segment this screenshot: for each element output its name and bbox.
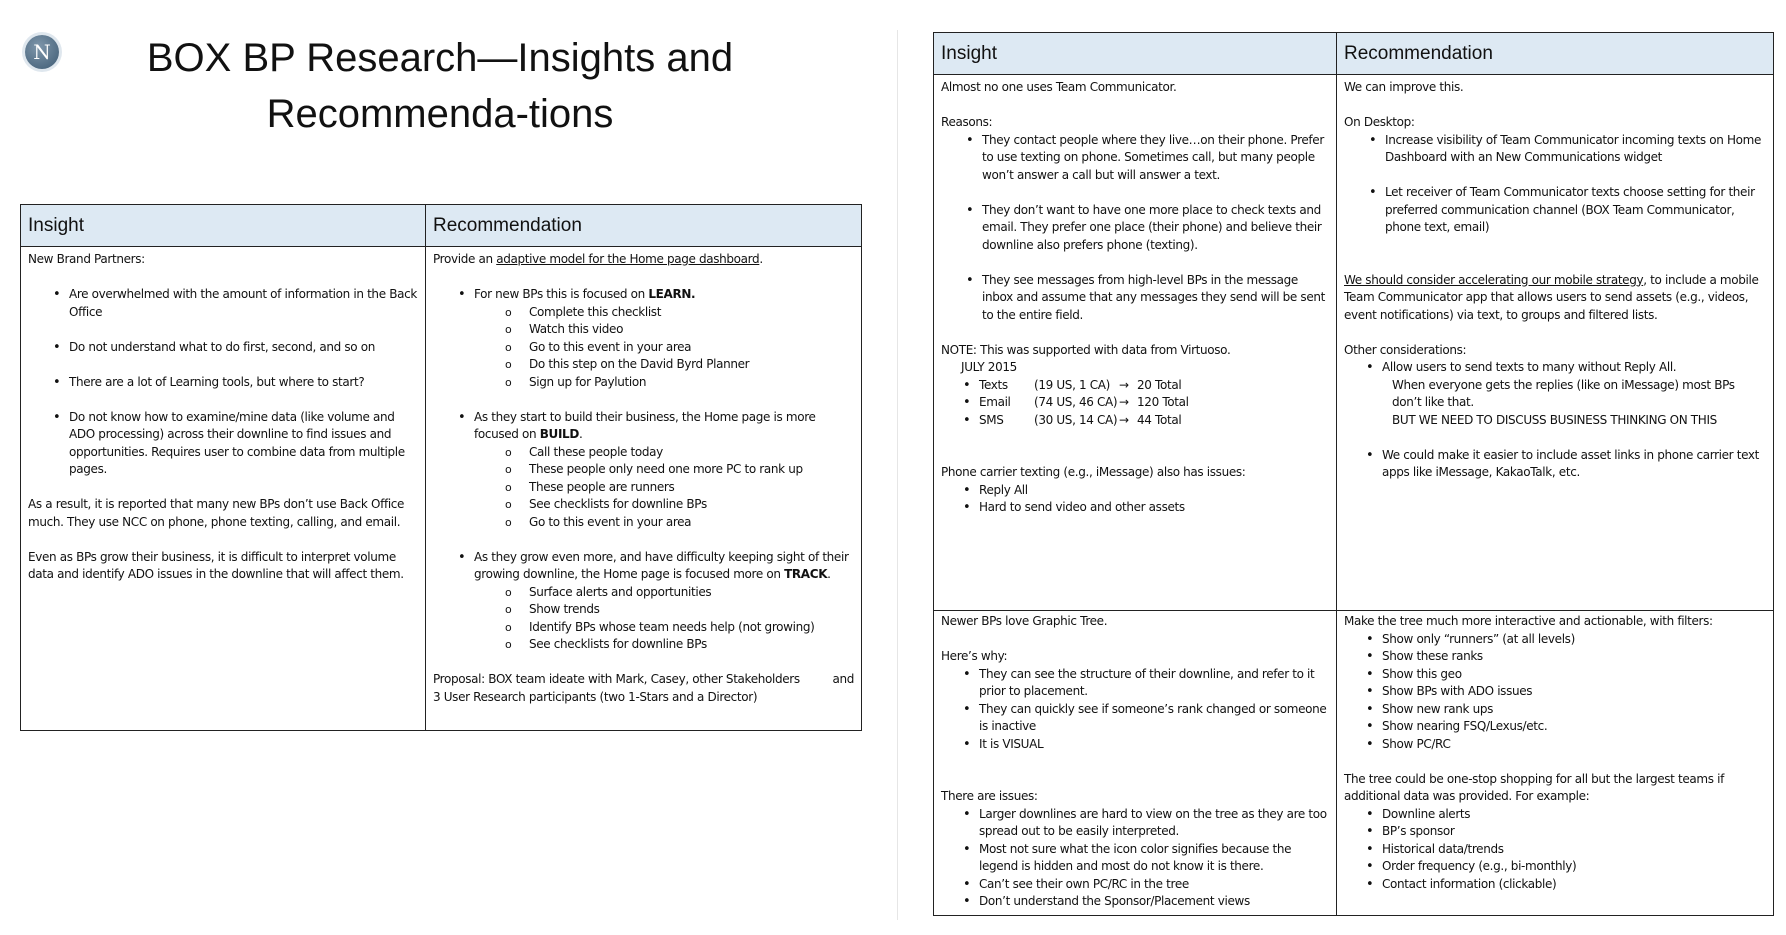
sub-list-item: o Watch this video	[505, 322, 624, 336]
list-item: • Larger downlines are hard to view on the tree as they are too spread out to be easily interpreted.	[963, 806, 1327, 838]
sub-list-item: o See checklists for downline BPs	[505, 637, 707, 651]
recommendation-intro: Provide an adaptive model for the Home page dashboard.	[433, 252, 763, 266]
sub-list-item: o See checklists for downline BPs	[505, 497, 707, 511]
insight-paragraph: As a result, it is reported that many new BPs don’t use Back Office much. They use NCC on phone, phone texting, calling, and email.	[28, 497, 405, 529]
desktop-label: On Desktop:	[1344, 115, 1415, 129]
list-item: • BP’s sponsor	[1366, 824, 1455, 839]
insight-cell	[21, 247, 426, 731]
header-insight: Insight	[934, 33, 1337, 75]
list-item: • Downline alerts	[1366, 806, 1471, 822]
recommendation-cell	[1337, 611, 1774, 916]
sub-list-item: o These people are runners	[505, 479, 675, 494]
list-item: • Reply All	[963, 482, 1028, 498]
list-item: • There are a lot of Learning tools, but where to start?	[53, 374, 365, 390]
list-item: • Do not understand what to do first, second, and so on	[53, 339, 375, 355]
list-item: • It is VISUAL	[963, 736, 1044, 752]
why-label: Here’s why:	[941, 649, 1008, 663]
proposal-line: Proposal: BOX team ideate with Mark, Casey, other Stakeholders and	[433, 672, 854, 686]
recommendation-intro: We can improve this.	[1344, 80, 1464, 94]
list-item: • Historical data/trends	[1366, 841, 1504, 857]
sub-list-item: o Show trends	[505, 602, 600, 616]
list-item: • They see messages from high-level BPs in the message inbox and assume that any messages they send will be sent to the entire field.	[966, 272, 1325, 322]
note: NOTE: This was supported with data from Virtuoso.	[941, 342, 1231, 357]
page-divider	[897, 30, 898, 920]
list-item: • Can’t see their own PC/RC in the tree	[963, 876, 1189, 892]
logo-letter: N	[33, 40, 51, 64]
list-item: • Let receiver of Team Communicator texts choose setting for their preferred communication channel (BOX Team Communicator, phone text, email)	[1369, 185, 1755, 234]
sub-list-item: o Go to this event in your area	[505, 514, 692, 529]
list-item: • Are overwhelmed with the amount of information in the Back Office	[53, 287, 417, 319]
insight-table-right	[933, 32, 1774, 916]
recommendation-intro: Make the tree much more interactive and actionable, with filters:	[1344, 614, 1713, 628]
recommendation-cell	[426, 247, 862, 731]
sub-list-item: o Do this step on the David Byrd Planner	[505, 357, 750, 371]
list-item: • Show this geo	[1366, 666, 1462, 682]
insight-paragraph: Even as BPs grow their business, it is difficult to interpret volume data and identify ADO issues in the downline that will affect them.	[28, 549, 404, 581]
insight-cell	[934, 611, 1337, 916]
list-item: • As they start to build their business, the Home page is more focused on BUILD.	[458, 409, 816, 441]
sub-list-item: o Sign up for Paylution	[505, 374, 647, 389]
list-item: • Show only “runners” (at all levels)	[1366, 631, 1575, 647]
carrier-label: Phone carrier texting (e.g., iMessage) also has issues:	[941, 465, 1246, 479]
insight-cell	[934, 75, 1337, 611]
list-item: • Show nearing FSQ/Lexus/etc.	[1366, 719, 1548, 734]
list-item: • Contact information (clickable)	[1366, 876, 1557, 892]
onestop-paragraph: The tree could be one-stop shopping for all but the largest teams if additional data was provided. For example:	[1344, 771, 1724, 803]
page-title: BOX BP Research—Insights and Recommenda-tions	[146, 36, 734, 136]
list-item: • Do not know how to examine/mine data (like volume and ADO processing) across their downline to find issues and opportunities. Requires user to combine data from multiple pages.	[53, 409, 405, 476]
header-recommendation: Recommendation	[1337, 33, 1774, 75]
other-label: Other considerations:	[1344, 342, 1467, 357]
stat-row: • SMS (30 US, 14 CA) → 44 Total	[963, 412, 1182, 428]
insight-intro: Almost no one uses Team Communicator.	[941, 80, 1177, 94]
note-period: JULY 2015	[961, 360, 1017, 374]
sub-list-item: o These people only need one more PC to rank up	[505, 462, 803, 476]
adaptive-model-link[interactable]: adaptive model for the Home page dashboard	[496, 252, 760, 266]
list-item: • Most not sure what the icon color signifies because the legend is hidden and most do not know it is there.	[963, 841, 1292, 873]
list-item: • Don’t understand the Sponsor/Placement views	[963, 894, 1250, 909]
sub-list-item: o Call these people today	[505, 444, 663, 459]
stat-row: • Email (74 US, 46 CA) → 120 Total	[963, 395, 1189, 410]
mobile-strategy-paragraph: We should consider accelerating our mobile strategy, to include a mobile Team Communicator app that allows users to send assets (e.g., videos, event notifications) via text, to groups and filtered lists.	[1344, 272, 1759, 322]
list-item: • Order frequency (e.g., bi-monthly)	[1366, 859, 1577, 874]
proposal-line: 3 User Research participants (two 1-Stars and a Director)	[433, 689, 758, 704]
list-item: • Show these ranks	[1366, 649, 1483, 664]
sub-list-item: o Identify BPs whose team needs help (not growing)	[505, 619, 815, 634]
mobile-strategy-link[interactable]: We should consider accelerating our mobile strategy	[1344, 272, 1644, 287]
insight-intro: New Brand Partners:	[28, 252, 145, 266]
list-item: • They can quickly see if someone’s rank changed or someone is inactive	[963, 701, 1327, 733]
list-item: • We could make it easier to include asset links in phone carrier text apps like iMessage, KakaoTalk, etc.	[1366, 447, 1760, 479]
list-item: • Allow users to send texts to many without Reply All. When everyone gets the replies (like on iMessage) most BPs don’t like that. BUT WE NEED TO DISCUSS BUSINESS THINKING ON THIS	[1366, 360, 1735, 427]
list-item: • They don’t want to have one more place to check texts and email. They prefer one place (their phone) and believe their downline also prefers phone (texting).	[966, 202, 1322, 252]
list-item: • Show new rank ups	[1366, 701, 1493, 717]
sub-list-item: o Go to this event in your area	[505, 339, 692, 354]
list-item: • Show PC/RC	[1366, 736, 1451, 752]
list-item: • They can see the structure of their downline, and refer to it prior to placement.	[963, 666, 1315, 698]
stat-row: • Texts (19 US, 1 CA) → 20 Total	[963, 377, 1182, 393]
sub-list-item: o Surface alerts and opportunities	[505, 584, 712, 599]
reasons-label: Reasons:	[941, 115, 993, 129]
list-item: • Increase visibility of Team Communicator incoming texts on Home Dashboard with an New Communications widget	[1369, 132, 1762, 164]
list-item: • As they grow even more, and have difficulty keeping sight of their growing downline, the Home page is focused more on TRACK.	[458, 549, 849, 581]
issues-label: There are issues:	[941, 789, 1038, 803]
list-item: • Show BPs with ADO issues	[1366, 684, 1533, 699]
list-item: • Hard to send video and other assets	[963, 500, 1185, 515]
sub-list-item: o Complete this checklist	[505, 304, 662, 319]
recommendation-cell	[1337, 75, 1774, 611]
header-insight: Insight	[21, 205, 426, 247]
header-recommendation: Recommendation	[426, 205, 862, 247]
insight-table-left	[20, 204, 862, 731]
list-item: • For new BPs this is focused on LEARN.	[458, 287, 696, 302]
insight-intro: Newer BPs love Graphic Tree.	[941, 614, 1108, 628]
list-item: • They contact people where they live…on their phone. Prefer to use texting on phone. Sometimes call, but many people won’t answer a call but will answer a text.	[966, 132, 1324, 182]
